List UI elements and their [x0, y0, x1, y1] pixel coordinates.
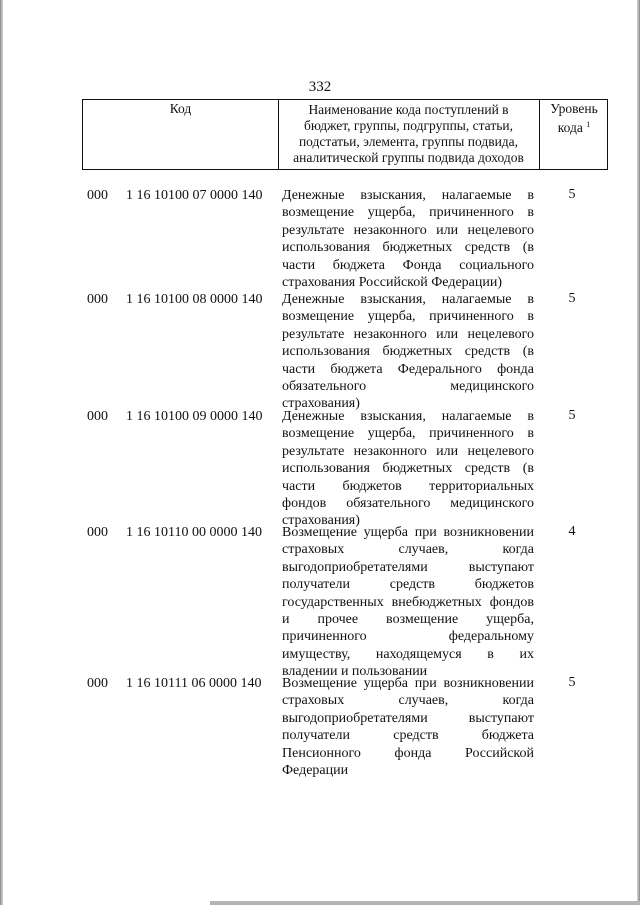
row-prefix: 000: [87, 409, 108, 424]
description-line: использования бюджетных средств (в: [282, 461, 534, 477]
row-level: 5: [568, 187, 576, 202]
description-line: части бюджета Фонда социального: [282, 257, 534, 273]
description-line: результате незаконного или нецелевого: [282, 326, 534, 342]
header-name-line: аналитической группы подвида доходов: [293, 150, 524, 165]
row-code: 1 16 10100 07 0000 140: [126, 188, 263, 203]
description-line: результате незаконного или нецелевого: [282, 222, 534, 238]
description-line: фондов обязательного медицинского: [282, 495, 534, 511]
row-code: 1 16 10110 00 0000 140: [126, 525, 262, 540]
row-description: [282, 524, 534, 681]
description-line: результате незаконного или нецелевого: [282, 443, 534, 459]
row-level: 5: [568, 291, 576, 306]
description-line: государственных внебюджетных фондов: [282, 594, 534, 610]
description-line: Денежные взыскания, налагаемые в: [282, 292, 534, 307]
row-level: 5: [568, 675, 576, 690]
header-level-label-2: [539, 117, 609, 136]
description-line: страхования Российской Федерации): [282, 274, 503, 290]
scan-edge-left: [0, 0, 3, 905]
description-line: использования бюджетных средств (в: [282, 344, 534, 360]
scan-edge-bottom: [210, 901, 640, 905]
description-line: части бюджета Федерального фонда: [282, 361, 534, 377]
row-prefix: 000: [87, 676, 108, 691]
description-line: Возмещение ущерба при возникновении: [282, 525, 534, 540]
row-prefix: 000: [87, 188, 108, 203]
description-line: Пенсионного фонда Российской: [282, 745, 534, 761]
header-name-line: подстатьи, элемента, группы подвида,: [298, 134, 519, 149]
description-line: Денежные взыскания, налагаемые в: [282, 188, 534, 203]
row-level: 5: [568, 408, 576, 423]
description-line: получатели средств бюджетов: [282, 577, 534, 593]
description-line: и прочее возмещение ущерба,: [282, 611, 534, 627]
description-line: возмещение ущерба, причиненного в: [282, 426, 534, 442]
row-description: [282, 291, 534, 413]
table-header: [82, 99, 608, 170]
description-line: выгодоприобретателями выступают: [282, 559, 534, 575]
page-number: 332: [308, 79, 332, 95]
header-level-label: Уровень: [550, 101, 598, 116]
header-code-label: Код: [169, 101, 192, 116]
description-line: страховых случаев, когда: [282, 693, 534, 709]
row-code: 1 16 10100 09 0000 140: [126, 409, 263, 424]
row-prefix: 000: [87, 292, 108, 307]
description-line: причиненного федеральному: [282, 629, 534, 645]
header-name-line: бюджет, группы, подгруппы, статьи,: [304, 118, 513, 133]
row-level: 4: [568, 524, 576, 539]
description-line: имуществу, находящемуся в их: [282, 646, 534, 662]
row-description: [282, 408, 534, 530]
description-line: Федерации: [282, 762, 349, 778]
description-line: получатели средств бюджета: [282, 728, 534, 744]
description-line: использования бюджетных средств (в: [282, 240, 534, 256]
description-line: Денежные взыскания, налагаемые в: [282, 409, 534, 424]
row-prefix: 000: [87, 525, 108, 540]
description-line: возмещение ущерба, причиненного в: [282, 205, 534, 221]
description-line: страховых случаев, когда: [282, 542, 534, 558]
description-line: страхования): [282, 396, 360, 412]
header-code-column: [83, 100, 279, 169]
footnote-marker: 1: [586, 120, 591, 129]
row-code: 1 16 10100 08 0000 140: [126, 292, 263, 307]
description-line: обязательного медицинского: [282, 378, 534, 394]
description-line: части бюджетов территориальных: [282, 478, 534, 494]
row-description: [282, 675, 534, 779]
description-line: Возмещение ущерба при возникновении: [282, 676, 534, 691]
header-level-column: [539, 100, 609, 169]
description-line: страхования): [282, 513, 360, 529]
header-name-column: [278, 100, 540, 169]
row-description: [282, 187, 534, 291]
header-level-word: кода: [557, 120, 583, 135]
header-name-line: Наименование кода поступлений в: [308, 102, 509, 117]
description-line: возмещение ущерба, причиненного в: [282, 309, 534, 325]
row-code: 1 16 10111 06 0000 140: [126, 676, 262, 691]
description-line: владении и пользовании: [282, 664, 428, 680]
description-line: выгодоприобретателями выступают: [282, 710, 534, 726]
